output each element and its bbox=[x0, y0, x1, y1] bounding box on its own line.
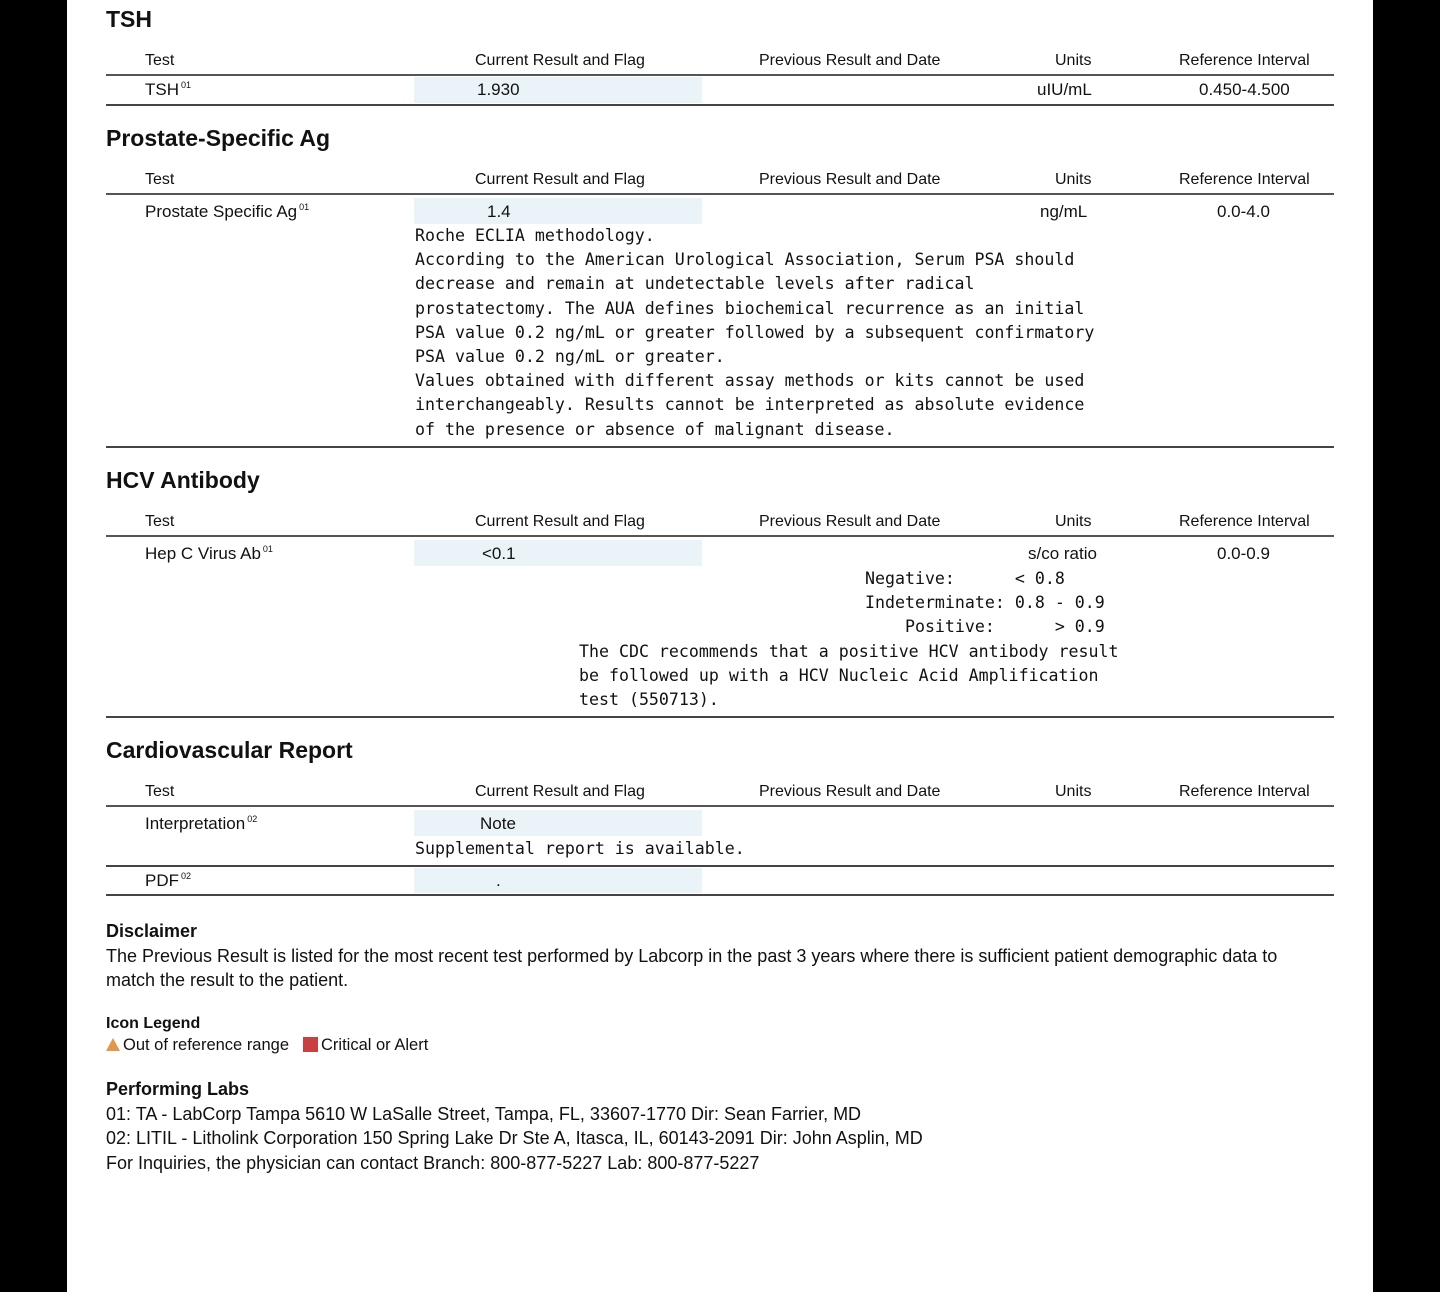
col-header-previous: Previous Result and Date bbox=[759, 513, 941, 530]
section-title-psa: Prostate-Specific Ag bbox=[106, 125, 331, 151]
result-highlight bbox=[414, 198, 702, 224]
lab-line-01: 01: TA - LabCorp Tampa 5610 W LaSalle Street, Tampa, FL, 33607-1770 Dir: Sean Farrier, MD bbox=[106, 1104, 862, 1124]
col-header-test: Test bbox=[145, 171, 175, 188]
row-rule bbox=[106, 865, 1334, 867]
test-name: Prostate Specific Ag $^{01}$ bbox=[145, 202, 310, 221]
test-name: PDF $^{02}$ bbox=[145, 871, 192, 890]
test-reference-ranges: Negative: < 0.8 Indeterminate: 0.8 - 0.9 Positive: > 0.9 bbox=[865, 569, 1105, 637]
col-header-reference: Reference Interval bbox=[1179, 513, 1310, 530]
col-header-current: Current Result and Flag bbox=[475, 783, 645, 800]
col-header-previous: Previous Result and Date bbox=[759, 52, 941, 69]
test-units: s/co ratio bbox=[1028, 544, 1097, 563]
section-title-hcv: HCV Antibody bbox=[106, 467, 260, 493]
row-rule bbox=[106, 716, 1334, 718]
result-highlight bbox=[414, 810, 702, 836]
row-rule bbox=[106, 894, 1334, 896]
test-reference: 0.0-4.0 bbox=[1217, 202, 1270, 221]
test-result: 1.930 bbox=[477, 80, 520, 99]
result-highlight bbox=[414, 540, 702, 566]
lab-line-02: 02: LITIL - Litholink Corporation 150 Spring Lake Dr Ste A, Itasca, IL, 60143-2091 Dir: John Asplin, MD bbox=[106, 1128, 923, 1148]
test-units: uIU/mL bbox=[1037, 80, 1092, 99]
test-comment: The CDC recommends that a positive HCV antibody result be followed up with a HCV Nucleic Acid Amplification test (550713). bbox=[579, 642, 1119, 710]
col-header-units: Units bbox=[1055, 171, 1092, 188]
col-header-previous: Previous Result and Date bbox=[759, 171, 941, 188]
col-header-test: Test bbox=[145, 513, 175, 530]
col-header-units: Units bbox=[1055, 52, 1092, 69]
test-reference: 0.450-4.500 bbox=[1199, 80, 1290, 99]
disclaimer-text: The Previous Result is listed for the most recent test performed by Labcorp in the past 3 years where there is sufficient patient demographic data to match the result to the patient. bbox=[106, 946, 1278, 990]
legend-critical: Critical or Alert bbox=[303, 1036, 428, 1055]
test-comment: Supplemental report is available. bbox=[415, 839, 745, 858]
col-header-current: Current Result and Flag bbox=[475, 52, 645, 69]
test-result: . bbox=[496, 871, 501, 890]
test-name: TSH $^{01}$ bbox=[145, 80, 192, 99]
legend-title: Icon Legend bbox=[106, 1015, 201, 1032]
test-reference: 0.0-0.9 bbox=[1217, 544, 1270, 563]
col-header-reference: Reference Interval bbox=[1179, 783, 1310, 800]
result-highlight bbox=[414, 868, 702, 893]
header-rule bbox=[106, 805, 1334, 807]
disclaimer-title: Disclaimer bbox=[106, 921, 198, 941]
test-result: <0.1 bbox=[482, 544, 516, 563]
col-header-current: Current Result and Flag bbox=[475, 171, 645, 188]
legend-out-of-range: Out of reference range bbox=[106, 1036, 289, 1055]
test-name: Interpretation $^{02}$ bbox=[145, 814, 258, 833]
labs-title: Performing Labs bbox=[106, 1079, 250, 1099]
warning-triangle-icon bbox=[106, 1038, 120, 1051]
row-rule bbox=[106, 446, 1334, 448]
section-title-tsh: TSH bbox=[106, 6, 152, 32]
header-rule bbox=[106, 535, 1334, 537]
header-rule bbox=[106, 74, 1334, 76]
col-header-current: Current Result and Flag bbox=[475, 513, 645, 530]
test-comment: Roche ECLIA methodology. According to the American Urological Association, Serum PSA should decrease and remain at undetectable levels after radical prostatectomy. The AUA defines biochemical recurrence as an initial PSA value 0.2 ng/mL or greater followed by a subsequent confirmatory PSA value 0.2 ng/mL or greater. Values obtained with different assay methods or kits cannot be used interchangeably. Results cannot be interpreted as absolute evidence of the presence or absence of malignant disease. bbox=[415, 226, 1095, 439]
result-highlight bbox=[414, 77, 702, 103]
row-rule bbox=[106, 104, 1334, 106]
section-title-cardio: Cardiovascular Report bbox=[106, 737, 353, 763]
lab-inquiries: For Inquiries, the physician can contact Branch: 800-877-5227 Lab: 800-877-5227 bbox=[106, 1153, 760, 1173]
col-header-reference: Reference Interval bbox=[1179, 52, 1310, 69]
col-header-previous: Previous Result and Date bbox=[759, 783, 941, 800]
test-result: 1.4 bbox=[487, 202, 511, 221]
test-name: Hep C Virus Ab $^{01}$ bbox=[145, 544, 273, 563]
col-header-test: Test bbox=[145, 783, 175, 800]
test-result: Note bbox=[480, 814, 516, 833]
col-header-reference: Reference Interval bbox=[1179, 171, 1310, 188]
col-header-test: Test bbox=[145, 52, 175, 69]
col-header-units: Units bbox=[1055, 783, 1092, 800]
test-units: ng/mL bbox=[1040, 202, 1088, 221]
report-page bbox=[67, 0, 1373, 1292]
alert-square-icon bbox=[303, 1037, 318, 1052]
col-header-units: Units bbox=[1055, 513, 1092, 530]
header-rule bbox=[106, 193, 1334, 195]
